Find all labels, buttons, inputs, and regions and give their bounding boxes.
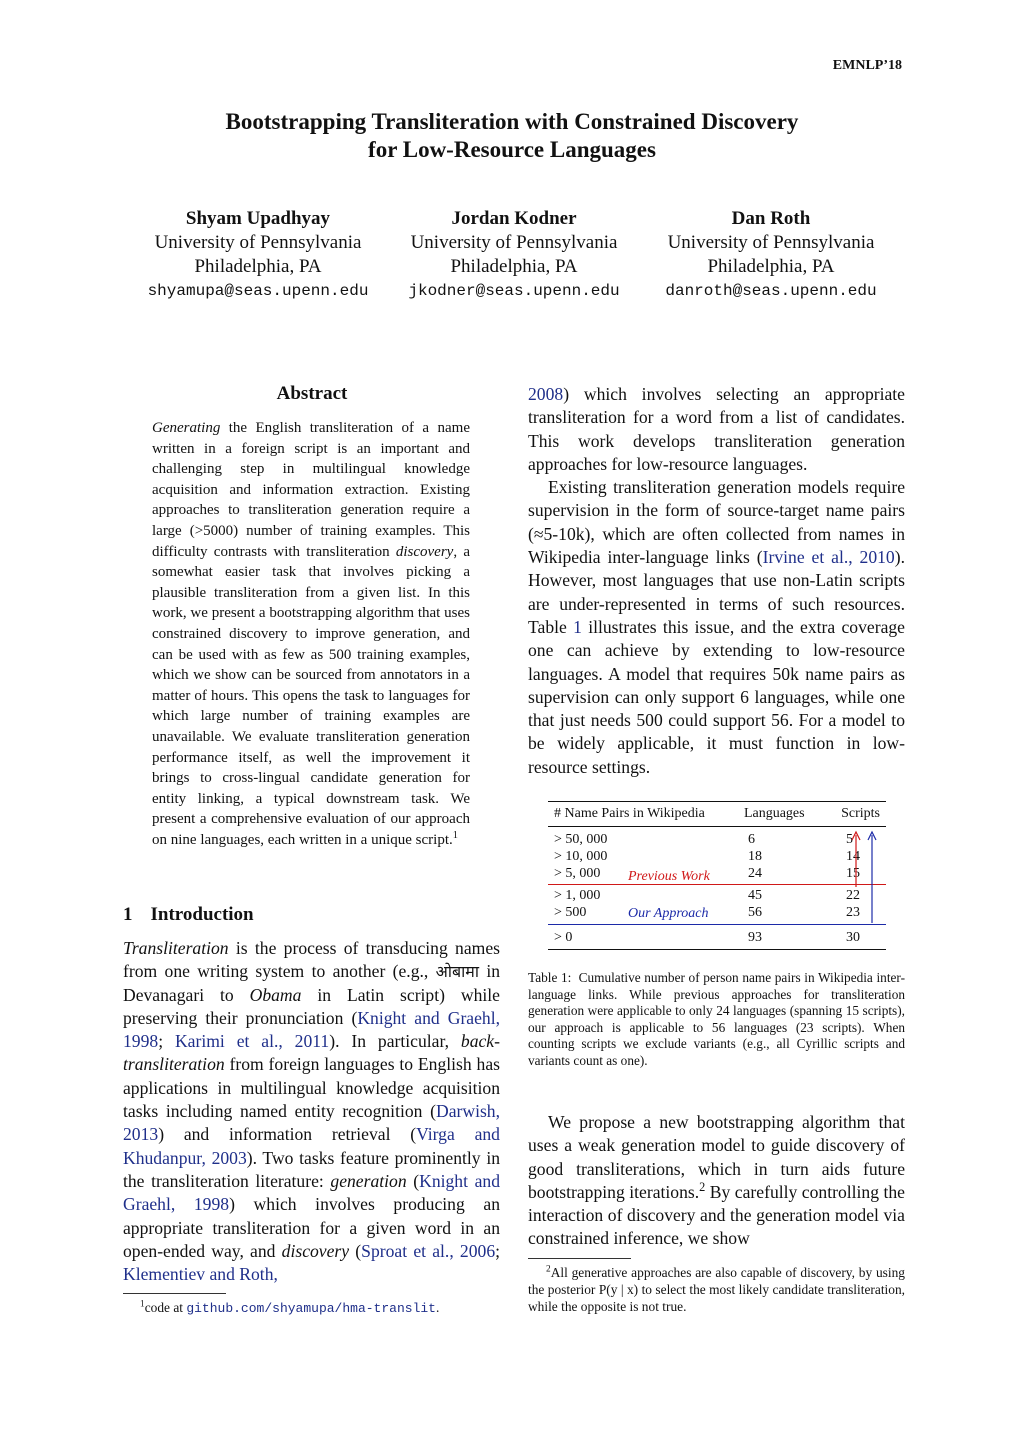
term: generation <box>330 1170 407 1191</box>
body-text: ; <box>495 1240 501 1261</box>
table-cell: 23 <box>846 904 860 920</box>
term: back-transliteration <box>123 1031 500 1075</box>
venue-label: EMNLP’18 <box>832 58 902 73</box>
author-block <box>384 207 644 303</box>
table-cell: 18 <box>748 848 762 864</box>
citation-link[interactable]: Klementiev and Roth, <box>123 1264 278 1285</box>
body-text: ). However, most languages that use non-Latin scripts are under-represented in terms of such resources. Table <box>528 547 905 637</box>
table-body-group-1 <box>548 831 886 882</box>
abstract-text: , a somewhat easier task that involves picking a plausible transliteration from a given list. In this work, we present a bootstrapping algorithm that uses constrained discovery to improve generation, and can be used with as few as 500 training examples, which we show can be sourced from annotators in a matter of hours. This opens the task to languages for which large number of training examples are unavailable. We evaluate transliteration generation performance itself, as well the improvement it brings to cross-lingual candidate generation for entity linking, a typical downstream task. We present a comprehensive evaluation of our approach on nine languages, each written in a unique script. <box>152 543 470 848</box>
citation-link[interactable]: Knight and Graehl, 1998 <box>123 1170 500 1215</box>
table-caption <box>528 970 905 1070</box>
author-name: Shyam Upadhyay <box>185 208 331 229</box>
body-text: ). In particular, <box>329 1031 461 1052</box>
table-row <box>548 865 886 882</box>
paper-title-line-2: for Low-Resource Languages <box>368 137 656 162</box>
abstract-body <box>152 418 470 850</box>
term: Obama <box>249 984 302 1005</box>
table-cell: > 500 <box>554 904 587 920</box>
footnote-mark: 2 <box>546 1264 551 1275</box>
table-row <box>548 848 886 865</box>
body-text: ) which involves selecting an appropriate transliteration for a word from a list of candidates. This work develops transliteration generation approaches for low-resource languages. <box>528 384 905 474</box>
author-name: Jordan Kodner <box>451 208 577 229</box>
body-text: ) which involves producing an appropriate transliteration for a given word in an open-ended way, and <box>123 1194 500 1261</box>
section-heading <box>123 904 254 926</box>
devanagari-word: ओबामा <box>435 962 479 982</box>
abstract-discovery: discovery <box>395 543 454 560</box>
author-block <box>128 207 388 303</box>
citation-link[interactable]: Knight and Graehl, 1998 <box>123 1007 501 1052</box>
table-cell: 30 <box>846 929 860 945</box>
citation-link[interactable]: Virga and Khudanpur, 2003 <box>123 1124 500 1168</box>
author-affiliation: University of Pennsylvania <box>667 232 875 253</box>
table-cell: > 5, 000 <box>554 865 601 881</box>
author-block <box>641 207 901 303</box>
footnote-2 <box>528 1264 905 1315</box>
body-text: in Devanagari to <box>123 961 501 1005</box>
table-cell: 5 <box>846 831 853 847</box>
our-approach-label: Our Approach <box>628 906 709 921</box>
table-row <box>548 904 886 921</box>
body-text: is the process of transducing names from one writing system to another (e.g., <box>123 938 500 982</box>
body-text: By carefully controlling the interaction of discovery and the generation model via constrained inference, we show <box>528 1181 905 1249</box>
footnote-text: . <box>435 1300 440 1315</box>
body-text: in Latin script) while preserving their pronunciation ( <box>123 984 500 1028</box>
coverage-arrows <box>848 827 888 925</box>
table-body-group-2 <box>548 887 886 921</box>
footnote-text: All generative approaches are also capable of discovery, by using the posterior P(y | x) to select the most likely candidate transliteration, while the opposite is not true. <box>528 1265 905 1314</box>
right-column-text <box>528 383 905 779</box>
table-cell: 24 <box>748 865 762 881</box>
author-affiliation: University of Pennsylvania <box>154 232 362 253</box>
table-cell: 45 <box>748 887 762 903</box>
table-row <box>548 831 886 848</box>
footnote-text: code at <box>144 1300 187 1315</box>
citation-link[interactable]: Sproat et al., 2006 <box>361 1240 496 1261</box>
caption-text: Cumulative number of person name pairs in Wikipedia inter-language links. While previous approaches for transliteration generation were applicable to only 24 languages (spanning 15 scripts), our approach is applicable to 56 languages (23 scripts). When counting scripts we exclude variants (e.g., all Cyrillic scripts and variants count as one). <box>528 970 906 1068</box>
body-text: ( <box>406 1170 420 1191</box>
abstract-first-word: Generating <box>152 420 221 436</box>
table-cell: 15 <box>846 865 860 881</box>
code-link[interactable]: github.com/shyamupa/hma-translit <box>186 1301 436 1316</box>
table-cell: 22 <box>846 887 860 903</box>
previous-work-divider <box>548 884 886 885</box>
body-text: ( <box>349 1240 362 1261</box>
table-row <box>548 929 886 946</box>
citation-link[interactable]: Darwish, 2013 <box>123 1101 500 1145</box>
footnote-mark: 1 <box>452 829 458 841</box>
paper-title-line-1: Bootstrapping Transliteration with Constrained Discovery <box>225 109 799 134</box>
previous-work-label: Previous Work <box>628 869 710 884</box>
table-cell: 6 <box>748 831 755 847</box>
table-header <box>548 802 886 826</box>
table-cell: > 50, 000 <box>554 831 608 847</box>
paper-title <box>0 108 1024 164</box>
author-email[interactable]: danroth@seas.upenn.edu <box>665 282 877 300</box>
column-header: # Name Pairs in Wikipedia <box>554 806 705 821</box>
section-number: 1 <box>123 904 133 925</box>
body-text: We propose a new bootstrapping algorithm that uses a weak generation model to guide discovery of good transliterations, which in turn aids future bootstrapping iterations. <box>528 1112 905 1202</box>
column-header: Languages <box>743 806 805 821</box>
table-body-group-3 <box>548 929 886 946</box>
column-header: Scripts <box>841 806 880 821</box>
body-text: ; <box>158 1031 175 1052</box>
table-cell: 93 <box>748 929 762 945</box>
footnote-mark: 1 <box>140 1299 145 1310</box>
author-location: Philadelphia, PA <box>450 256 578 277</box>
author-location: Philadelphia, PA <box>707 256 835 277</box>
author-email[interactable]: jkodner@seas.upenn.edu <box>408 282 620 300</box>
table-reference-link[interactable]: 1 <box>573 616 582 637</box>
term: Transliteration <box>123 938 229 958</box>
table-cell: 56 <box>748 904 762 920</box>
table-cell: > 10, 000 <box>554 848 608 864</box>
author-affiliation: University of Pennsylvania <box>410 232 618 253</box>
table-cell: 14 <box>846 848 860 864</box>
section-title: Introduction <box>150 904 254 925</box>
citation-link[interactable]: 2008 <box>528 384 564 404</box>
table-1 <box>548 801 886 950</box>
caption-label: Table 1: <box>528 970 572 985</box>
footnote-rule <box>528 1258 631 1259</box>
body-text: illustrates this issue, and the extra coverage one can achieve by extending to low-resource languages. A model that requires 50k name pairs as supervision can only support 6 languages, while one that just needs 500 could support 56. For a model to be widely applicable, it must function in low-resource settings. <box>528 616 905 777</box>
term: discovery <box>281 1240 350 1261</box>
right-column-text <box>528 1111 905 1251</box>
abstract-heading: Abstract <box>276 383 348 404</box>
author-email[interactable]: shyamupa@seas.upenn.edu <box>147 282 369 300</box>
body-text: Existing transliteration generation models require supervision in the form of source-target name pairs (≈5-10k), which are often collected from names in Wikipedia inter-language links ( <box>528 477 905 568</box>
citation-link[interactable]: Karimi et al., 2011 <box>174 1031 330 1052</box>
citation-link[interactable]: Irvine et al., 2010 <box>762 547 895 568</box>
our-approach-divider <box>548 924 886 925</box>
body-text: ) and information retrieval ( <box>158 1124 417 1145</box>
table-cell: > 1, 000 <box>554 887 601 903</box>
body-text: ). Two tasks feature prominently in the transliteration literature: <box>123 1147 501 1191</box>
footnote-mark: 2 <box>699 1180 706 1195</box>
table-cell: > 0 <box>554 929 573 945</box>
footnote-1 <box>140 1299 510 1317</box>
body-text: from foreign languages to English has applications in multilingual knowledge acquisition tasks including named entity recognition ( <box>123 1054 500 1122</box>
abstract-text: the English transliteration of a name written in a foreign script is an important and challenging step in multilingual knowledge acquisition and information extraction. Existing approaches to transliteration generation require a large (>5000) number of training examples. This difficulty contrasts with transliteration <box>152 420 470 560</box>
table-row <box>548 887 886 904</box>
author-name: Dan Roth <box>731 208 811 229</box>
footnote-rule <box>123 1293 226 1294</box>
intro-paragraph <box>123 937 500 1286</box>
author-location: Philadelphia, PA <box>194 256 322 277</box>
